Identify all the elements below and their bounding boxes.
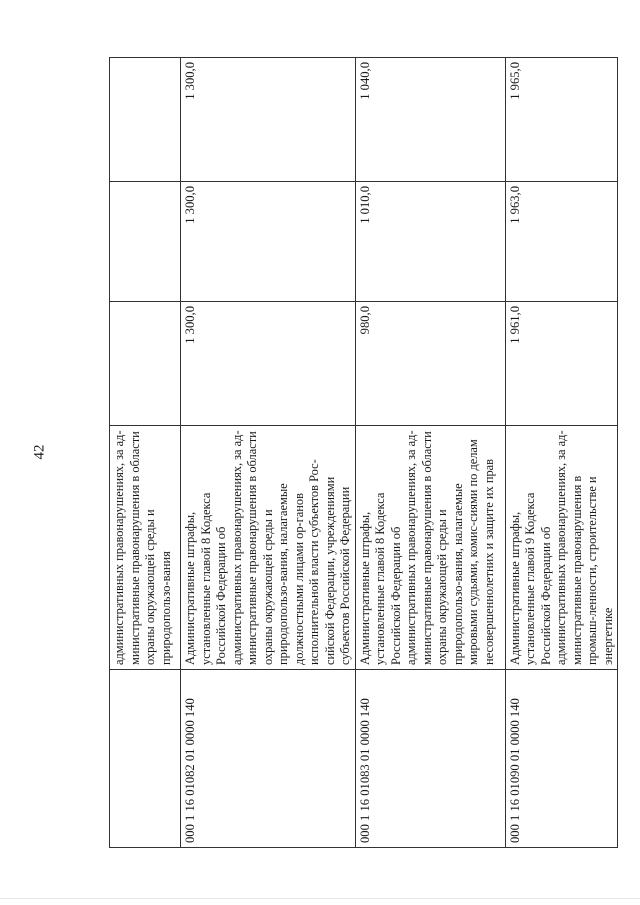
table-row	[505, 58, 618, 848]
budget-code-cell: 000 1 16 01083 01 0000 140	[355, 670, 505, 848]
description-cell: Административные штрафы, установленные главой 9 Кодекса Российской Федерации об административных правонарушениях, за ад-министративные правонарушения в промыш-ленности, строительстве и энергетике	[505, 426, 618, 670]
value-year3-cell: 1 040,0	[355, 58, 505, 182]
budget-code-cell: 000 1 16 01090 01 0000 140	[505, 670, 618, 848]
description-cell: административных правонарушениях, за ад-министративные правонарушения в области охраны окружающей среды и природопользо-вания	[110, 426, 181, 670]
fines-table-rotated	[109, 58, 615, 848]
value-year1-cell: 980,0	[355, 302, 505, 426]
value-year3-cell: 1 300,0	[181, 58, 356, 182]
budget-code-cell	[110, 670, 181, 848]
page-number: 42	[31, 444, 48, 460]
table-row	[355, 58, 505, 848]
fines-table	[109, 57, 618, 848]
value-year2-cell: 1 300,0	[181, 182, 356, 302]
description-cell: Административные штрафы, установленные главой 8 Кодекса Российской Федерации об административных правонарушениях, за ад-министративные правонарушения в области охраны окружающей среды и природопользо-вания, налагаемые должностными лицами ор-ганов исполнительной власти субъектов Рос-сийской Федерации, учреждениями субъектов Российской Федерации	[181, 426, 356, 670]
value-year3-cell	[110, 58, 181, 182]
value-year2-cell: 1 963,0	[505, 182, 618, 302]
table-row	[110, 58, 181, 848]
budget-code-cell: 000 1 16 01082 01 0000 140	[181, 670, 356, 848]
page-bottom-rule	[0, 898, 640, 899]
value-year2-cell	[110, 182, 181, 302]
value-year1-cell: 1 300,0	[181, 302, 356, 426]
value-year1-cell: 1 961,0	[505, 302, 618, 426]
description-cell: Административные штрафы, установленные главой 8 Кодекса Российской Федерации об административных правонарушениях, за ад-министративные правонарушения в области охраны окружающей среды и природопользо-вания, налагаемые мировыми судьями, комис-сиями по делам несовершеннолетних и защите их прав	[355, 426, 505, 670]
table-row	[181, 58, 356, 848]
value-year3-cell: 1 965,0	[505, 58, 618, 182]
value-year1-cell	[110, 302, 181, 426]
value-year2-cell: 1 010,0	[355, 182, 505, 302]
